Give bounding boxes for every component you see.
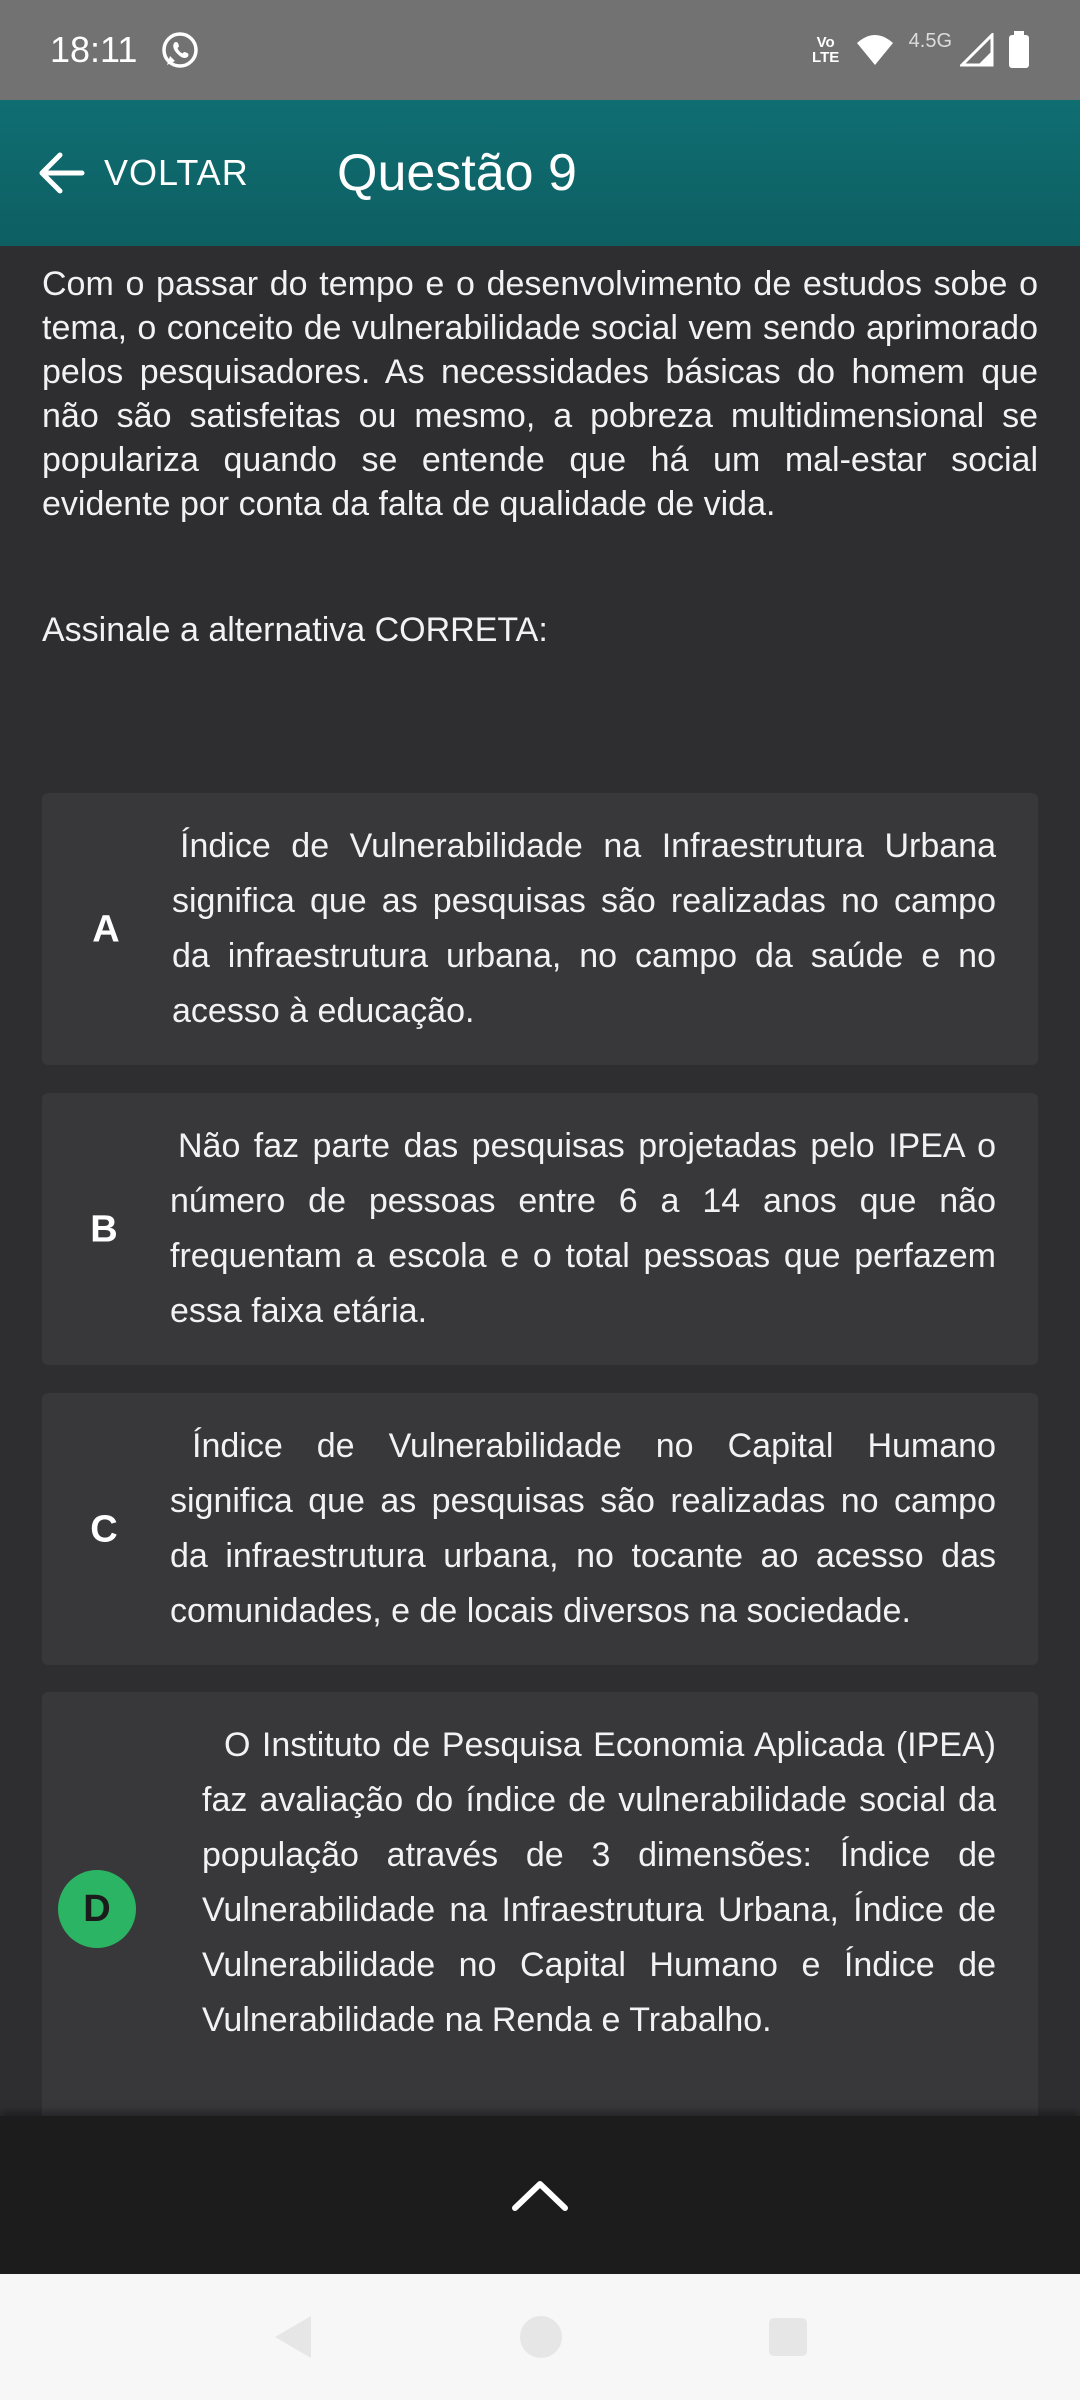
- option-text: O Instituto de Pesquisa Economia Aplicada (IPEA) faz avaliação do índice de vulnerabilidade social da população através de 3 dimensões: Índice de Vulnerabilidade na Infraestrutura Urbana, Índice de Vulnerabilidade no Capital Humano e Índice de Vulnerabilidade na Renda e Trabalho.: [202, 1726, 996, 2039]
- page-title: Questão 9: [337, 144, 577, 202]
- option-text: Não faz parte das pesquisas projetadas pelo IPEA o número de pessoas entre 6 a 14 anos que não frequentam a escola e o total pessoas que perfazem essa faixa etária.: [170, 1127, 996, 1330]
- bottom-bar: [0, 2116, 1080, 2274]
- whatsapp-icon: [159, 29, 201, 71]
- back-nav-icon[interactable]: [271, 2312, 315, 2362]
- option-b[interactable]: [42, 1093, 1038, 1365]
- home-nav-icon[interactable]: [518, 2314, 564, 2360]
- system-nav-bar: [0, 2274, 1080, 2400]
- back-label: VOLTAR: [104, 152, 249, 193]
- wifi-icon: [855, 33, 895, 67]
- network-type: 4.5G: [908, 29, 952, 52]
- question-instruction: Assinale a alternativa CORRETA:: [42, 611, 548, 649]
- status-time: 18:11: [50, 29, 138, 70]
- battery-icon: [1008, 31, 1030, 69]
- question-text: Com o passar do tempo e o desenvolvimento de estudos sobe o tema, o conceito de vulnerabilidade social vem sendo aprimorado pelos pesquisadores. As necessidades básicas do homem que não são satisfeitas ou mesmo, a pobreza multidimensional se populariza quando se entende que há um mal-estar social evidente por conta da falta de qualidade de vida.: [42, 265, 1038, 523]
- status-icons: [811, 31, 1030, 69]
- option-letter: C: [90, 1508, 118, 1551]
- volte-indicator: Vo LTE: [812, 34, 840, 66]
- option-text: Índice de Vulnerabilidade no Capital Humano significa que as pesquisas são realizadas no campo da infraestrutura urbana, no tocante ao acesso das comunidades, e de locais diversos na sociedade.: [170, 1427, 996, 1630]
- arrow-left-icon: [38, 151, 86, 195]
- signal-icon: [960, 33, 994, 67]
- option-a[interactable]: [42, 793, 1038, 1065]
- app-header: [0, 100, 1080, 246]
- selected-option-badge: D: [58, 1870, 136, 1948]
- chevron-up-icon[interactable]: [510, 2177, 570, 2213]
- option-text: Índice de Vulnerabilidade na Infraestrutura Urbana significa que as pesquisas são realizadas no campo da infraestrutura urbana, no campo da saúde e no acesso à educação.: [172, 827, 996, 1030]
- option-d[interactable]: [42, 1692, 1038, 2132]
- back-button[interactable]: [38, 151, 249, 195]
- option-letter: A: [92, 908, 120, 951]
- option-c[interactable]: [42, 1393, 1038, 1665]
- option-letter: B: [90, 1208, 118, 1251]
- status-bar: [0, 0, 1080, 100]
- recents-nav-icon[interactable]: [767, 2316, 809, 2358]
